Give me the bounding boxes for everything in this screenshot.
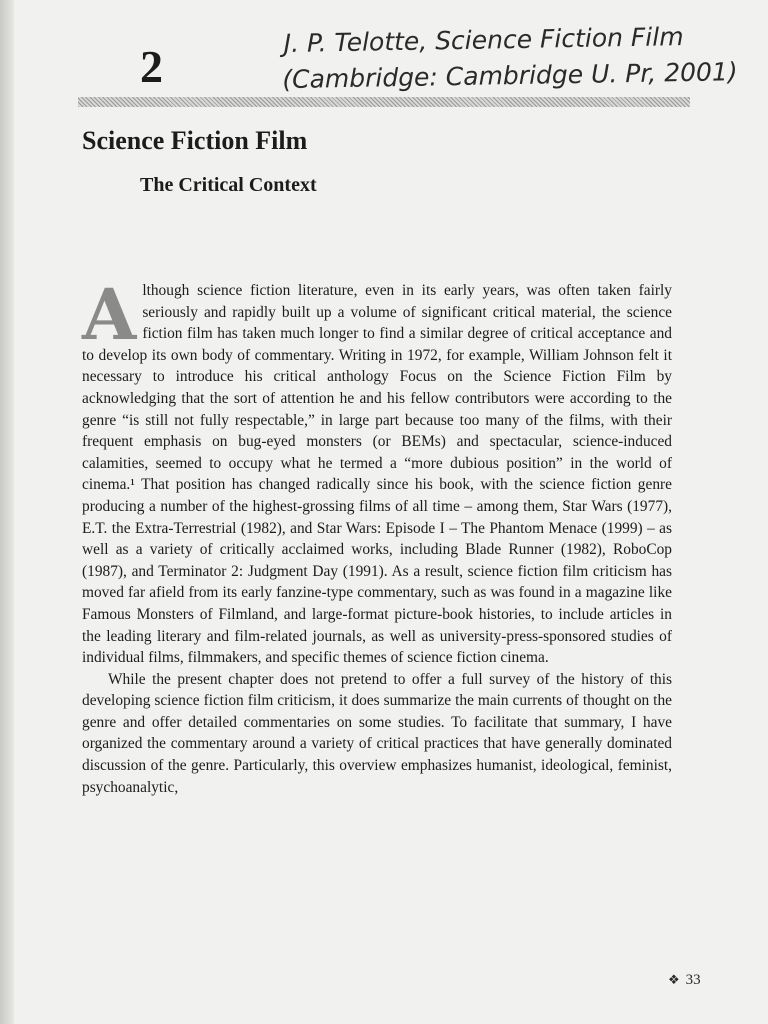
handwritten-line-2: (Cambridge: Cambridge U. Pr, 2001) <box>282 57 738 95</box>
drop-cap: A <box>82 273 137 356</box>
handwritten-citation <box>279 18 750 98</box>
page-number-block <box>668 972 701 989</box>
chapter-number: 2 <box>140 41 164 92</box>
handwritten-line-1: J. P. Telotte, Science Fiction Film <box>283 22 684 59</box>
ornament-icon: ❖ <box>668 972 680 987</box>
paragraph-1 <box>82 273 672 669</box>
body-text <box>82 273 672 798</box>
paragraph-2: While the present chapter does not pretend to offer a full survey of the history of this developing science fiction film criticism, it does summarize the main currents of thought on the genre and offer detailed commentaries on some studies. To facilitate that summary, I have organized the commentary around a variety of critical practices that have generally dominated discussion of the genre. Particularly, this overview emphasizes humanist, ideological, feminist, psychoanalytic, <box>82 670 672 796</box>
page-edge-shadow <box>0 0 14 1024</box>
chapter-divider-rule <box>78 97 690 107</box>
chapter-title: Science Fiction Film <box>82 126 308 155</box>
page-number: 33 <box>685 972 701 988</box>
chapter-subtitle: The Critical Context <box>140 174 317 196</box>
paragraph-1-text: lthough science fiction literature, even in its early years, was often taken fairly seriously and rapidly built up a volume of significant critical material, the science fiction film has taken much longer to find a similar degree of critical acceptance and to develop its own body of commentary. Writing in 1972, for example, William Johnson felt it necessary to introduce his critical anthology Focus on the Science Fiction Film by acknowledging that the sort of attention he and his fellow contributors were according to the genre “is still not fully respectable,” in large part because too many of the films, with their frequent emphasis on bug-eyed monsters (or BEMs) and spectacular, science-induced calamities, seemed to occupy what he termed a “more dubious position” in the world of cinema.¹ That position has changed radically since his book, with the science fiction genre producing a number of the highest-grossing films of all time – among them, Star Wars (1977), E.T. the Extra-Terrestrial (1982), and Star Wars: Episode I – The Phantom Menace (1999) – as well as a variety of critically acclaimed works, including Blade Runner (1982), RoboCop (1987), and Terminator 2: Judgment Day (1991). As a result, science fiction film criticism has moved far afield from its early fanzine-type commentary, such as was found in a magazine like Famous Monsters of Filmland, and large-format picture-book histories, to include articles in the leading literary and film-related journals, as well as university-press-sponsored studies of individual films, filmmakers, and specific themes of science fiction cinema. <box>82 282 672 667</box>
